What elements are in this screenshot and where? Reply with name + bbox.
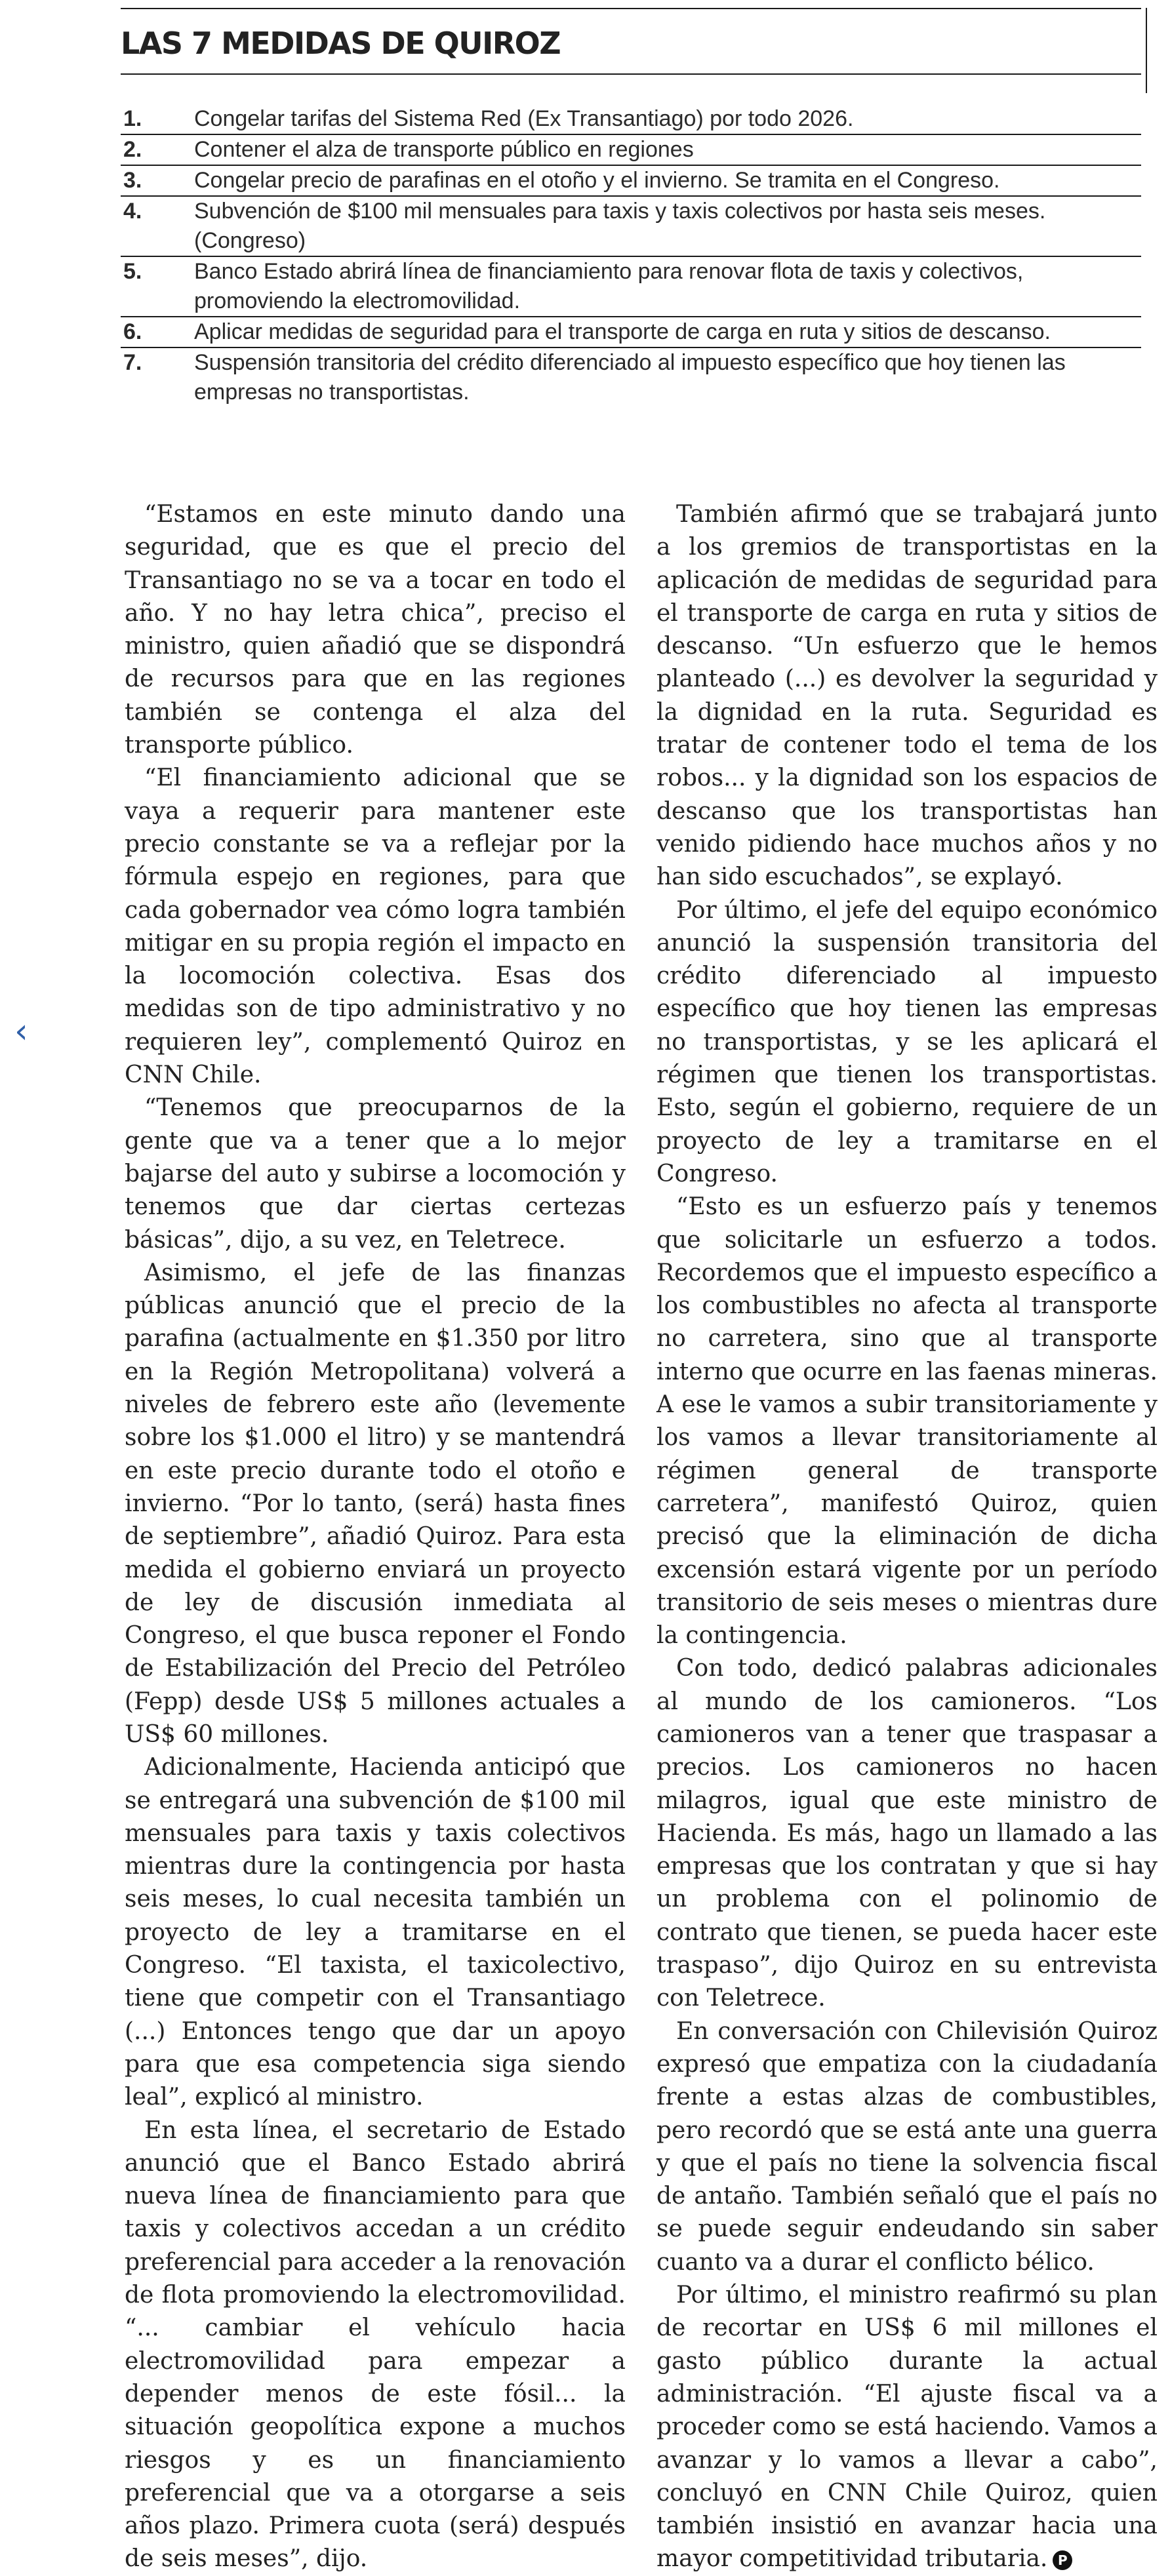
article-paragraph-text: Por último, el ministro reafirmó su plan de recortar en US$ 6 mil millones el gasto público durante la actual administración. “El ajuste fiscal va a proceder como se está haciendo. Vamos a avanzar y lo vamos a llevar a cabo”, concluyó en CNN Chile Quiroz, quien también insistió en avanzar hacia una mayor competitividad tributaria. <box>656 2282 1158 2573</box>
measure-item <box>121 197 1141 257</box>
article-paragraph: “Tenemos que preocuparnos de la gente que va a tener que a lo mejor bajarse del auto y subirse a locomoción y tenemos que dar ciertas certezas básicas”, dijo, a su vez, en Teletrece. <box>125 1094 626 1254</box>
measures-title: LAS 7 MEDIDAS DE QUIROZ <box>121 26 561 61</box>
measure-item <box>121 257 1141 317</box>
article-paragraph: Adicionalmente, Hacienda anticipó que se entregará una subvención de $100 mil mensuales para taxis y taxis colectivos mientras dure la contingencia por hasta seis meses, lo cual necesita también un proyecto de ley a tramitarse en el Congreso. “El taxista, el taxicolectivo, tiene que competir con el Transantiago (...) Entonces tengo que dar un apoyo para que esa competencia siga siendo leal”, explicó al ministro. <box>125 1754 626 2111</box>
article-paragraph: En conversación con Chilevisión Quiroz expresó que empatiza con la ciudadanía frente a estas alzas de combustibles, pero recordó que se está ante una guerra y que el país no tiene la solvencia fiscal de antaño. También señaló que el país no se puede seguir endeudando sin saber cuanto va a durar el conflicto bélico. <box>656 2017 1158 2276</box>
article-paragraph: “Esto es un esfuerzo país y tenemos que solicitarle un esfuerzo a todos. Recordemos que el impuesto específico a los combustibles no afecta al transporte no carretera, sino que al transporte interno que ocurre en las faenas mineras. A ese le vamos a subir transitoriamente y los vamos a llevar transitoriamente al régimen general de transporte carretera”, manifestó Quiroz, quien precisó que la eliminación de dicha excensión estará vigente por un período transitorio de seis meses o mientras dure la contingencia. <box>656 1193 1158 1650</box>
measure-number: 6. <box>123 319 142 344</box>
top-rule <box>121 8 1141 9</box>
measure-text: Banco Estado abrirá línea de financiamiento para renovar flota de taxis y colectivos, promoviendo la electromovilidad. <box>194 259 1024 313</box>
right-rule <box>1146 8 1147 93</box>
article-paragraph: También afirmó que se trabajará junto a los gremios de transportistas en la aplicación de medidas de seguridad para el transporte de carga en ruta y sitios de descanso. “Un esfuerzo que le hemos planteado (...) es devolver la seguridad y la dignidad en la ruta. Seguridad es tratar de contener todo el tema de los robos... y la dignidad son los espacios de descanso que los transportistas han venido pidiendo hace muchos años y no han sido escuchados”, se explayó. <box>656 501 1158 891</box>
measure-number: 3. <box>123 168 142 193</box>
measure-number: 1. <box>123 106 142 131</box>
measure-number: 2. <box>123 137 142 162</box>
title-rule <box>121 73 1141 75</box>
article-paragraph-last <box>656 2279 1158 2576</box>
measure-text: Aplicar medidas de seguridad para el transporte de carga en ruta y sitios de descanso. <box>194 319 1051 344</box>
measure-item <box>121 166 1141 197</box>
measure-text: Congelar precio de parafinas en el otoño y el invierno. Se tramita en el Congreso. <box>194 168 1000 193</box>
measures-box <box>121 20 1141 407</box>
measure-number: 5. <box>123 259 142 284</box>
measure-text: Subvención de $100 mil mensuales para taxis y taxis colectivos por hasta seis meses. (Congreso) <box>194 199 1046 253</box>
measure-text: Congelar tarifas del Sistema Red (Ex Transantiago) por todo 2026. <box>194 106 854 131</box>
article-paragraph: Asimismo, el jefe de las finanzas públicas anunció que el precio de la parafina (actualmente en $1.350 por litro en la Región Metropolitana) volverá a niveles de febrero este año (levemente sobre los $1.000 el litro) y se mantendrá en este precio durante todo el otoño e invierno. “Por lo tanto, (será) hasta fines de septiembre”, añadió Quiroz. Para esta medida el gobierno enviará un proyecto de ley de discusión inmediata al Congreso, el que busca reponer el Fondo de Estabilización del Precio del Petróleo (Fepp) desde US$ 5 millones actuales a US$ 60 millones. <box>125 1259 626 1748</box>
end-mark-icon: P <box>1053 2550 1072 2570</box>
measure-item <box>121 135 1141 166</box>
measure-text: Contener el alza de transporte público en regiones <box>194 137 694 162</box>
measure-item <box>121 317 1141 348</box>
back-arrow-icon[interactable]: ‹ <box>14 1012 28 1051</box>
article-paragraph: “Estamos en este minuto dando una seguridad, que es que el precio del Transantiago no se va a tocar en todo el año. Y no hay letra chica”, preciso el ministro, quien añadió que se dispondrá de recursos para que en las regiones también se contenga el alza del transporte público. <box>125 501 626 759</box>
measure-item <box>121 104 1141 135</box>
measure-number: 7. <box>123 350 142 375</box>
article-paragraph: “El financiamiento adicional que se vaya a requerir para mantener este precio constante se va a reflejar por la fórmula espejo en regiones, para que cada gobernador vea cómo logra también mitigar en su propia región el impacto en la locomoción colectiva. Esas dos medidas son de tipo administrativo y no requieren ley”, complementó Quiroz en CNN Chile. <box>125 764 626 1089</box>
article-paragraph: Por último, el jefe del equipo económico anunció la suspensión transitoria del crédito diferenciado al impuesto específico que hoy tienen las empresas no transportistas, y se les aplicará el régimen que tienen los transportistas. Esto, según el gobierno, requiere de un proyecto de ley a tramitarse en el Congreso. <box>656 896 1158 1187</box>
article-column-right <box>656 498 1158 2576</box>
measure-text: Suspensión transitoria del crédito diferenciado al impuesto específico que hoy tienen las empresas no transportistas. <box>194 350 1066 405</box>
measures-list <box>121 104 1141 407</box>
measure-item <box>121 348 1141 407</box>
article-paragraph: En esta línea, el secretario de Estado anunció que el Banco Estado abrirá nueva línea de financiamiento para que taxis y colectivos accedan a un crédito preferencial para acceder a la renovación de flota promoviendo la electromovilidad. “... cambiar el vehículo hacia electromovilidad para empezar a depender menos de este fósil... la situación geopolítica expone a muchos riesgos y es un financiamiento preferencial que va a otorgarse a seis años plazo. Primera cuota (será) después de seis meses”, dijo. <box>125 2116 626 2573</box>
measure-number: 4. <box>123 199 142 224</box>
article-paragraph: Con todo, dedicó palabras adicionales al mundo de los camioneros. “Los camioneros van a tener que traspasar a precios. Los camioneros no hacen milagros, igual que este ministro de Hacienda. Es más, hago un llamado a las empresas que los contratan y que si hay un problema con el polinomio de contrato que tienen, se pueda hacer este traspaso”, dijo Quiroz en su entrevista con Teletrece. <box>656 1655 1158 2012</box>
article-column-left <box>125 498 626 2576</box>
